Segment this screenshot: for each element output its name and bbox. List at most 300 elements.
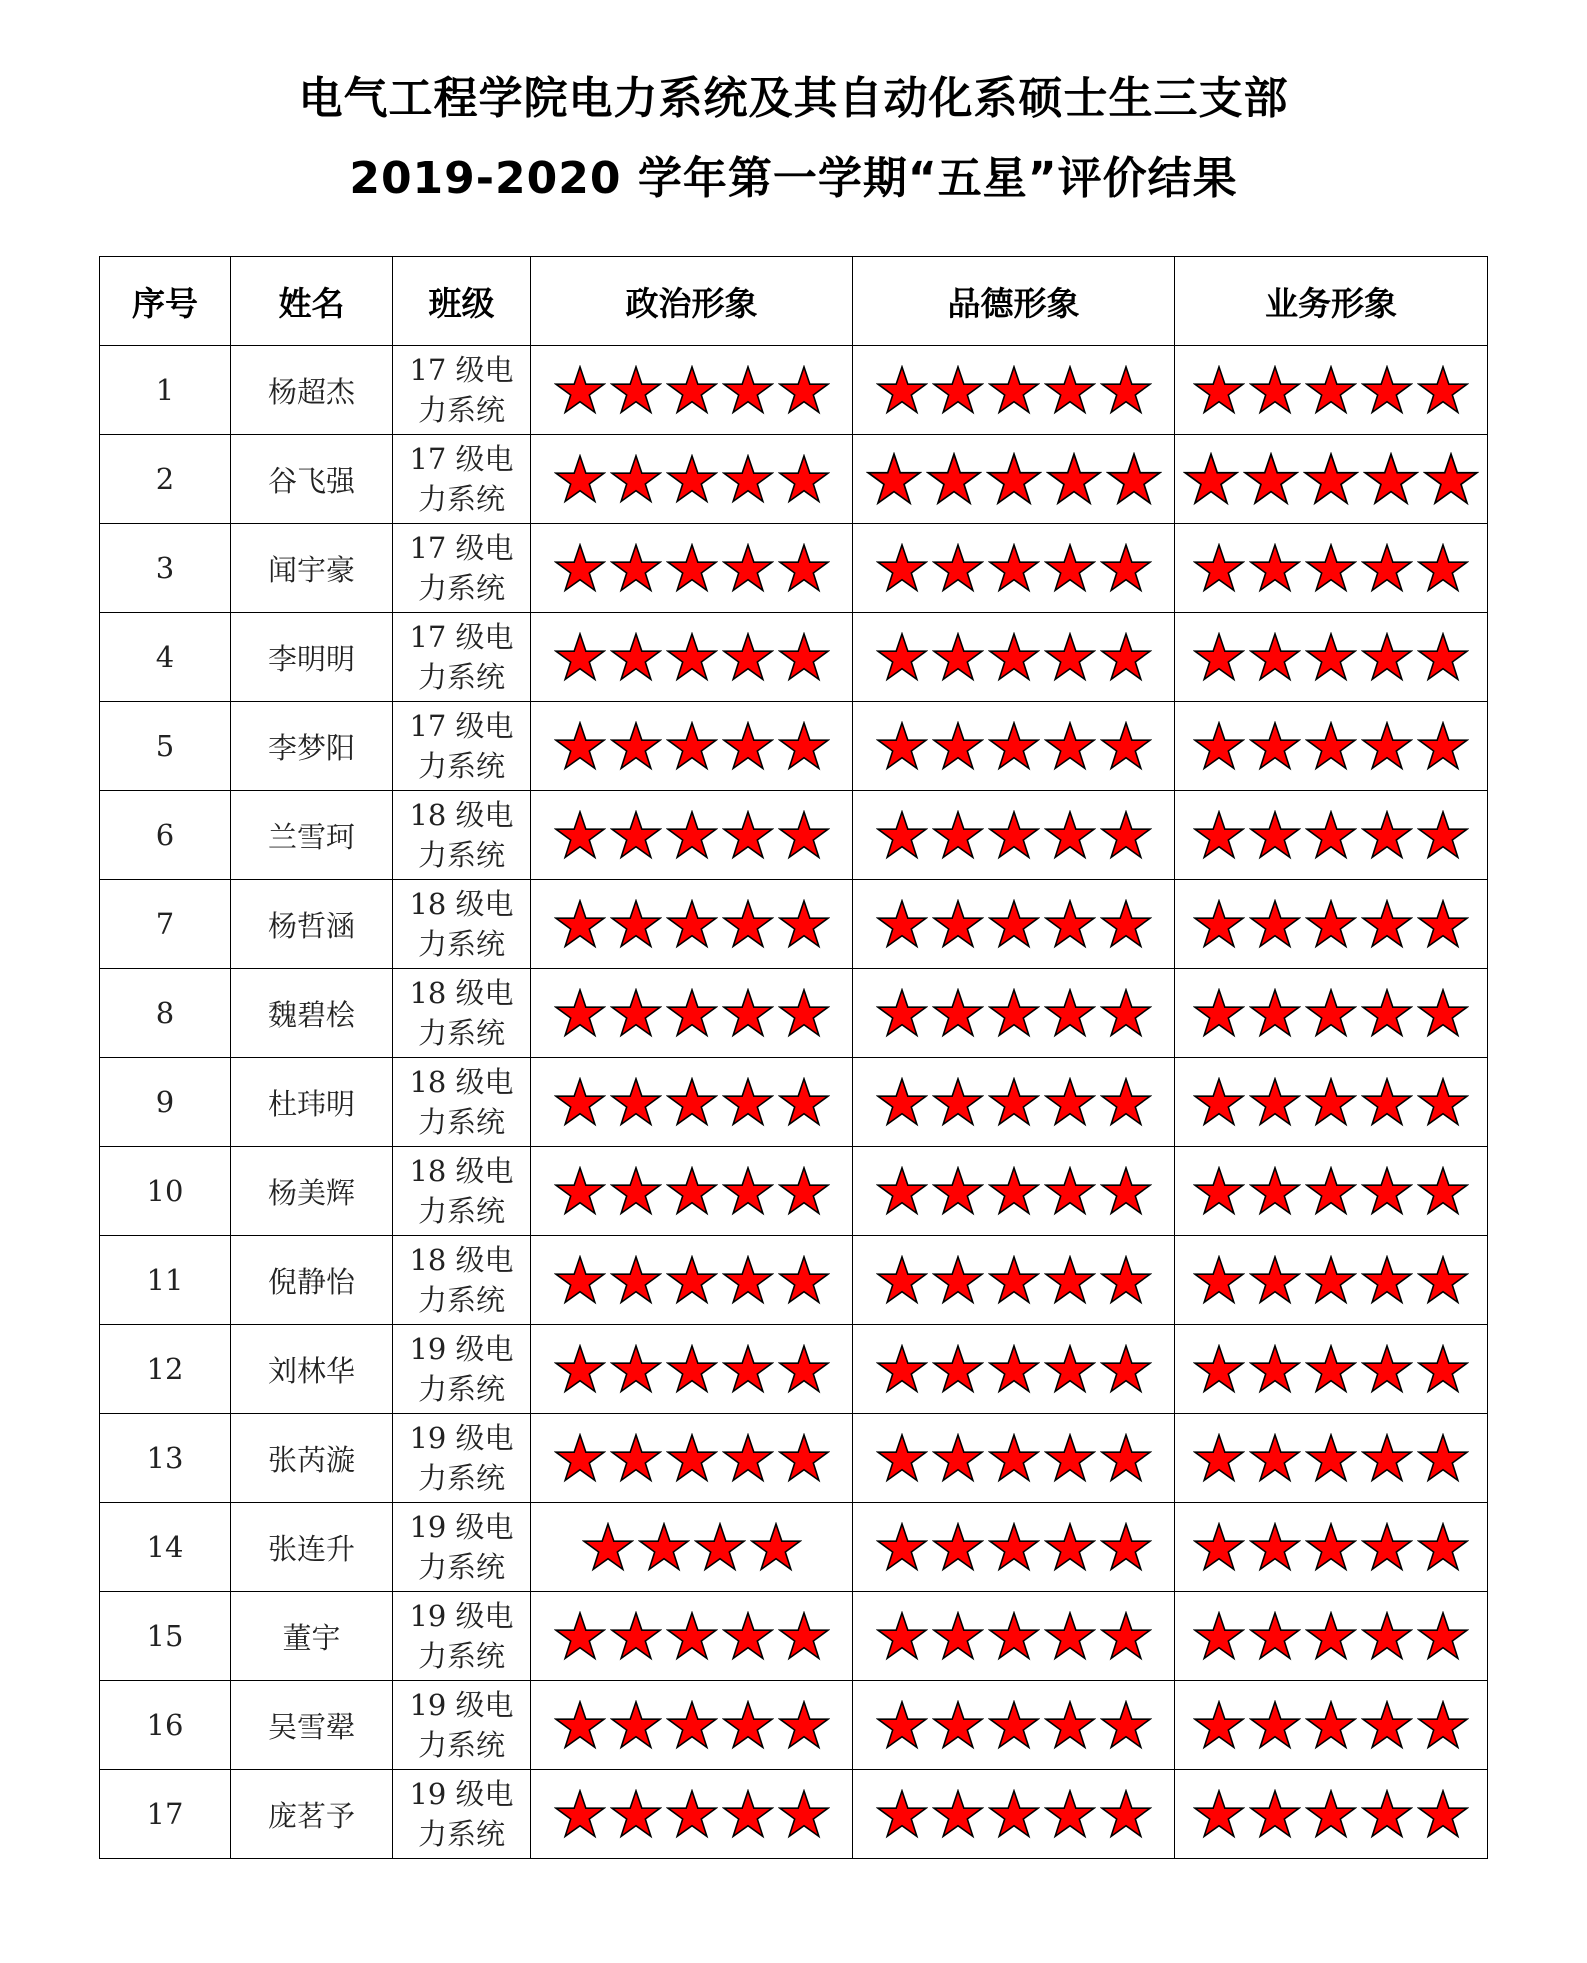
star-rating xyxy=(853,452,1174,506)
star-icon xyxy=(932,721,984,771)
header-moral: 品德形象 xyxy=(853,257,1175,346)
political-rating-cell xyxy=(531,880,853,969)
star-icon xyxy=(778,1344,830,1394)
star-icon xyxy=(666,365,718,415)
moral-rating-cell xyxy=(853,702,1175,791)
student-class xyxy=(393,1147,531,1236)
row-index: 5 xyxy=(100,702,231,791)
star-rating xyxy=(531,1611,852,1661)
star-icon xyxy=(1249,1700,1301,1750)
political-rating-cell xyxy=(531,1325,853,1414)
row-index: 6 xyxy=(100,791,231,880)
star-icon xyxy=(610,1433,662,1483)
class-line: 19 级电 xyxy=(409,1510,514,1544)
star-icon xyxy=(1044,988,1096,1038)
star-rating xyxy=(853,1166,1174,1216)
row-index: 9 xyxy=(100,1058,231,1147)
star-icon xyxy=(1193,1522,1245,1572)
table-row xyxy=(100,1325,1488,1414)
student-class xyxy=(393,1236,531,1325)
star-icon xyxy=(582,1522,634,1572)
table-row xyxy=(100,524,1488,613)
star-icon xyxy=(722,988,774,1038)
moral-rating-cell xyxy=(853,1236,1175,1325)
class-line: 18 级电 xyxy=(409,1065,514,1099)
star-icon xyxy=(1361,543,1413,593)
star-icon xyxy=(1044,1433,1096,1483)
class-line: 力系统 xyxy=(417,1728,505,1762)
star-icon xyxy=(778,899,830,949)
table-row xyxy=(100,1770,1488,1859)
star-icon xyxy=(876,1433,928,1483)
star-icon xyxy=(666,1611,718,1661)
political-rating-cell xyxy=(531,1414,853,1503)
moral-rating-cell xyxy=(853,613,1175,702)
class-line: 力系统 xyxy=(417,1461,505,1495)
class-line: 17 级电 xyxy=(409,442,514,476)
star-icon xyxy=(876,721,928,771)
student-class xyxy=(393,791,531,880)
star-icon xyxy=(1044,1255,1096,1305)
star-icon xyxy=(1249,1077,1301,1127)
star-icon xyxy=(1305,721,1357,771)
star-icon xyxy=(1249,365,1301,415)
star-icon xyxy=(750,1522,802,1572)
star-icon xyxy=(554,1077,606,1127)
star-icon xyxy=(1249,1166,1301,1216)
star-icon xyxy=(1361,1255,1413,1305)
star-icon xyxy=(610,632,662,682)
star-icon xyxy=(722,1700,774,1750)
star-icon xyxy=(1100,1789,1152,1839)
star-icon xyxy=(722,454,774,504)
star-icon xyxy=(876,1077,928,1127)
star-icon xyxy=(876,988,928,1038)
star-icon xyxy=(610,721,662,771)
star-icon xyxy=(1249,1522,1301,1572)
star-rating xyxy=(853,1255,1174,1305)
star-icon xyxy=(1305,1255,1357,1305)
star-icon xyxy=(1417,988,1469,1038)
student-class xyxy=(393,969,531,1058)
star-icon xyxy=(554,1611,606,1661)
star-icon xyxy=(1100,1255,1152,1305)
star-icon xyxy=(1417,632,1469,682)
star-icon xyxy=(1305,1433,1357,1483)
class-line: 力系统 xyxy=(417,1194,505,1228)
star-icon xyxy=(932,1789,984,1839)
star-icon xyxy=(1361,365,1413,415)
star-icon xyxy=(1249,1344,1301,1394)
star-icon xyxy=(988,365,1040,415)
star-icon xyxy=(1417,899,1469,949)
student-class xyxy=(393,1058,531,1147)
star-icon xyxy=(1417,1077,1469,1127)
star-icon xyxy=(1305,1611,1357,1661)
star-rating xyxy=(531,1255,852,1305)
star-rating xyxy=(531,1700,852,1750)
star-rating xyxy=(531,1433,852,1483)
political-rating-cell xyxy=(531,1770,853,1859)
class-line: 力系统 xyxy=(417,1817,505,1851)
star-icon xyxy=(554,632,606,682)
star-icon xyxy=(926,452,982,506)
star-icon xyxy=(1361,1522,1413,1572)
star-icon xyxy=(666,899,718,949)
star-icon xyxy=(554,988,606,1038)
star-icon xyxy=(988,1077,1040,1127)
political-rating-cell xyxy=(531,1058,853,1147)
star-icon xyxy=(1193,632,1245,682)
star-icon xyxy=(1305,1700,1357,1750)
star-icon xyxy=(1193,721,1245,771)
business-rating-cell xyxy=(1175,1592,1488,1681)
student-class xyxy=(393,880,531,969)
star-icon xyxy=(638,1522,690,1572)
star-icon xyxy=(1361,810,1413,860)
moral-rating-cell xyxy=(853,346,1175,435)
star-icon xyxy=(666,1166,718,1216)
business-rating-cell xyxy=(1175,1147,1488,1236)
star-rating xyxy=(1175,1611,1487,1661)
star-icon xyxy=(722,1611,774,1661)
business-rating-cell xyxy=(1175,1414,1488,1503)
star-icon xyxy=(778,810,830,860)
political-rating-cell xyxy=(531,702,853,791)
header-business: 业务形象 xyxy=(1175,257,1488,346)
star-icon xyxy=(1100,721,1152,771)
business-rating-cell xyxy=(1175,346,1488,435)
star-icon xyxy=(610,1700,662,1750)
star-rating xyxy=(853,1522,1174,1572)
table-row xyxy=(100,1503,1488,1592)
star-icon xyxy=(666,543,718,593)
star-icon xyxy=(876,1255,928,1305)
star-rating xyxy=(853,810,1174,860)
class-line: 力系统 xyxy=(417,571,505,605)
star-icon xyxy=(932,1077,984,1127)
moral-rating-cell xyxy=(853,880,1175,969)
class-line: 18 级电 xyxy=(409,1154,514,1188)
star-icon xyxy=(610,1789,662,1839)
star-icon xyxy=(1249,810,1301,860)
star-icon xyxy=(988,899,1040,949)
student-class xyxy=(393,702,531,791)
table-row xyxy=(100,346,1488,435)
student-name: 杨超杰 xyxy=(231,346,393,435)
student-class xyxy=(393,1503,531,1592)
star-icon xyxy=(988,1344,1040,1394)
star-rating xyxy=(531,543,852,593)
student-name: 李明明 xyxy=(231,613,393,702)
star-icon xyxy=(1417,1255,1469,1305)
document-subtitle: 2019-2020 学年第一学期“五星”评价结果 xyxy=(349,153,1238,204)
student-class xyxy=(393,613,531,702)
star-icon xyxy=(1305,899,1357,949)
star-icon xyxy=(1305,1166,1357,1216)
star-icon xyxy=(932,988,984,1038)
star-rating xyxy=(853,1789,1174,1839)
star-rating xyxy=(1175,1789,1487,1839)
class-line: 18 级电 xyxy=(409,1243,514,1277)
star-rating xyxy=(853,899,1174,949)
star-icon xyxy=(1305,1522,1357,1572)
evaluation-table xyxy=(99,256,1488,1859)
student-class xyxy=(393,1414,531,1503)
star-icon xyxy=(988,1789,1040,1839)
star-icon xyxy=(1044,1166,1096,1216)
star-icon xyxy=(1100,810,1152,860)
star-icon xyxy=(778,454,830,504)
star-rating xyxy=(1175,365,1487,415)
star-icon xyxy=(1361,632,1413,682)
star-icon xyxy=(666,810,718,860)
star-icon xyxy=(1044,1700,1096,1750)
star-icon xyxy=(1044,365,1096,415)
star-icon xyxy=(722,543,774,593)
star-icon xyxy=(1363,452,1419,506)
student-name: 兰雪珂 xyxy=(231,791,393,880)
star-icon xyxy=(1361,1789,1413,1839)
star-icon xyxy=(1044,632,1096,682)
student-name: 庞茗予 xyxy=(231,1770,393,1859)
star-icon xyxy=(1417,543,1469,593)
student-name: 刘林华 xyxy=(231,1325,393,1414)
star-icon xyxy=(554,1344,606,1394)
business-rating-cell xyxy=(1175,524,1488,613)
class-line: 力系统 xyxy=(417,482,505,516)
star-rating xyxy=(1175,810,1487,860)
star-icon xyxy=(1100,1166,1152,1216)
star-icon xyxy=(1243,452,1299,506)
row-index: 11 xyxy=(100,1236,231,1325)
star-icon xyxy=(1417,810,1469,860)
star-icon xyxy=(1305,1077,1357,1127)
star-icon xyxy=(1193,1789,1245,1839)
star-icon xyxy=(932,1700,984,1750)
star-icon xyxy=(1417,721,1469,771)
star-icon xyxy=(1417,1522,1469,1572)
row-index: 12 xyxy=(100,1325,231,1414)
star-icon xyxy=(1044,1522,1096,1572)
star-icon xyxy=(1305,1344,1357,1394)
star-icon xyxy=(876,1700,928,1750)
star-rating xyxy=(853,543,1174,593)
star-icon xyxy=(554,810,606,860)
business-rating-cell xyxy=(1175,1325,1488,1414)
star-icon xyxy=(1417,1700,1469,1750)
star-rating xyxy=(1175,1077,1487,1127)
student-name: 杨哲涵 xyxy=(231,880,393,969)
star-icon xyxy=(988,1522,1040,1572)
table-row xyxy=(100,1058,1488,1147)
star-icon xyxy=(1193,1700,1245,1750)
star-icon xyxy=(778,988,830,1038)
star-rating xyxy=(1175,1433,1487,1483)
business-rating-cell xyxy=(1175,702,1488,791)
star-icon xyxy=(722,632,774,682)
class-line: 力系统 xyxy=(417,1283,505,1317)
star-icon xyxy=(1305,810,1357,860)
row-index: 3 xyxy=(100,524,231,613)
row-index: 1 xyxy=(100,346,231,435)
class-line: 17 级电 xyxy=(409,620,514,654)
student-name: 闻宇豪 xyxy=(231,524,393,613)
business-rating-cell xyxy=(1175,1681,1488,1770)
star-icon xyxy=(1193,365,1245,415)
star-icon xyxy=(1361,1611,1413,1661)
business-rating-cell xyxy=(1175,791,1488,880)
star-icon xyxy=(666,1255,718,1305)
star-icon xyxy=(1305,1789,1357,1839)
star-icon xyxy=(932,632,984,682)
star-icon xyxy=(1361,1700,1413,1750)
star-icon xyxy=(876,810,928,860)
star-icon xyxy=(1044,1077,1096,1127)
star-icon xyxy=(1417,1433,1469,1483)
class-line: 力系统 xyxy=(417,1105,505,1139)
star-icon xyxy=(722,1166,774,1216)
star-icon xyxy=(610,1255,662,1305)
star-icon xyxy=(554,899,606,949)
star-icon xyxy=(1100,365,1152,415)
student-name: 谷飞强 xyxy=(231,435,393,524)
row-index: 10 xyxy=(100,1147,231,1236)
star-icon xyxy=(778,365,830,415)
star-icon xyxy=(666,1077,718,1127)
student-class xyxy=(393,524,531,613)
star-icon xyxy=(666,1789,718,1839)
star-rating xyxy=(1175,1700,1487,1750)
star-icon xyxy=(610,988,662,1038)
business-rating-cell xyxy=(1175,435,1488,524)
star-icon xyxy=(1361,1344,1413,1394)
star-icon xyxy=(778,1077,830,1127)
star-icon xyxy=(1044,1789,1096,1839)
business-rating-cell xyxy=(1175,1503,1488,1592)
star-icon xyxy=(610,899,662,949)
business-rating-cell xyxy=(1175,969,1488,1058)
row-index: 14 xyxy=(100,1503,231,1592)
moral-rating-cell xyxy=(853,1592,1175,1681)
star-rating xyxy=(531,1789,852,1839)
star-icon xyxy=(1417,1611,1469,1661)
star-icon xyxy=(932,1255,984,1305)
star-icon xyxy=(554,721,606,771)
moral-rating-cell xyxy=(853,1503,1175,1592)
star-icon xyxy=(722,810,774,860)
star-icon xyxy=(722,899,774,949)
star-icon xyxy=(1100,1700,1152,1750)
star-icon xyxy=(932,1433,984,1483)
star-icon xyxy=(1044,543,1096,593)
class-line: 19 级电 xyxy=(409,1688,514,1722)
star-rating xyxy=(853,365,1174,415)
star-icon xyxy=(1193,988,1245,1038)
table-row xyxy=(100,1592,1488,1681)
star-icon xyxy=(1193,543,1245,593)
star-icon xyxy=(666,632,718,682)
header-name: 姓名 xyxy=(231,257,393,346)
star-rating xyxy=(531,988,852,1038)
star-icon xyxy=(932,365,984,415)
star-icon xyxy=(1361,1166,1413,1216)
class-line: 18 级电 xyxy=(409,976,514,1010)
star-icon xyxy=(988,1700,1040,1750)
star-icon xyxy=(722,1255,774,1305)
star-rating xyxy=(1175,1344,1487,1394)
star-icon xyxy=(666,1700,718,1750)
row-index: 4 xyxy=(100,613,231,702)
star-icon xyxy=(610,454,662,504)
star-icon xyxy=(988,1255,1040,1305)
political-rating-cell xyxy=(531,435,853,524)
student-name: 杜玮明 xyxy=(231,1058,393,1147)
star-icon xyxy=(778,1255,830,1305)
star-icon xyxy=(1417,1344,1469,1394)
star-icon xyxy=(1361,1433,1413,1483)
student-name: 魏碧桧 xyxy=(231,969,393,1058)
star-rating xyxy=(1175,1522,1487,1572)
star-icon xyxy=(778,1789,830,1839)
star-icon xyxy=(610,1166,662,1216)
star-icon xyxy=(694,1522,746,1572)
star-icon xyxy=(1193,1166,1245,1216)
star-icon xyxy=(778,721,830,771)
star-icon xyxy=(610,1344,662,1394)
star-icon xyxy=(876,1611,928,1661)
star-icon xyxy=(1100,1077,1152,1127)
star-icon xyxy=(1305,988,1357,1038)
star-rating xyxy=(1175,1255,1487,1305)
star-icon xyxy=(1193,899,1245,949)
star-icon xyxy=(1193,1433,1245,1483)
star-icon xyxy=(932,810,984,860)
star-icon xyxy=(666,721,718,771)
student-class xyxy=(393,346,531,435)
star-icon xyxy=(778,1433,830,1483)
star-icon xyxy=(1183,452,1239,506)
star-icon xyxy=(722,1433,774,1483)
star-rating xyxy=(1175,543,1487,593)
document-title: 电气工程学院电力系统及其自动化系硕士生三支部 xyxy=(298,73,1289,124)
star-rating xyxy=(1175,899,1487,949)
star-icon xyxy=(1249,543,1301,593)
political-rating-cell xyxy=(531,1592,853,1681)
star-icon xyxy=(1305,632,1357,682)
star-icon xyxy=(1193,1077,1245,1127)
political-rating-cell xyxy=(531,791,853,880)
star-icon xyxy=(666,1433,718,1483)
class-line: 力系统 xyxy=(417,1016,505,1050)
star-icon xyxy=(722,1077,774,1127)
star-icon xyxy=(554,543,606,593)
table-row xyxy=(100,1236,1488,1325)
star-rating xyxy=(1175,721,1487,771)
moral-rating-cell xyxy=(853,1681,1175,1770)
star-rating xyxy=(531,1077,852,1127)
star-icon xyxy=(1417,1166,1469,1216)
star-icon xyxy=(876,543,928,593)
star-icon xyxy=(1249,1789,1301,1839)
star-rating xyxy=(531,721,852,771)
star-icon xyxy=(932,1522,984,1572)
star-rating xyxy=(531,1344,852,1394)
star-rating xyxy=(853,1344,1174,1394)
row-index: 16 xyxy=(100,1681,231,1770)
star-rating xyxy=(1175,632,1487,682)
moral-rating-cell xyxy=(853,1770,1175,1859)
